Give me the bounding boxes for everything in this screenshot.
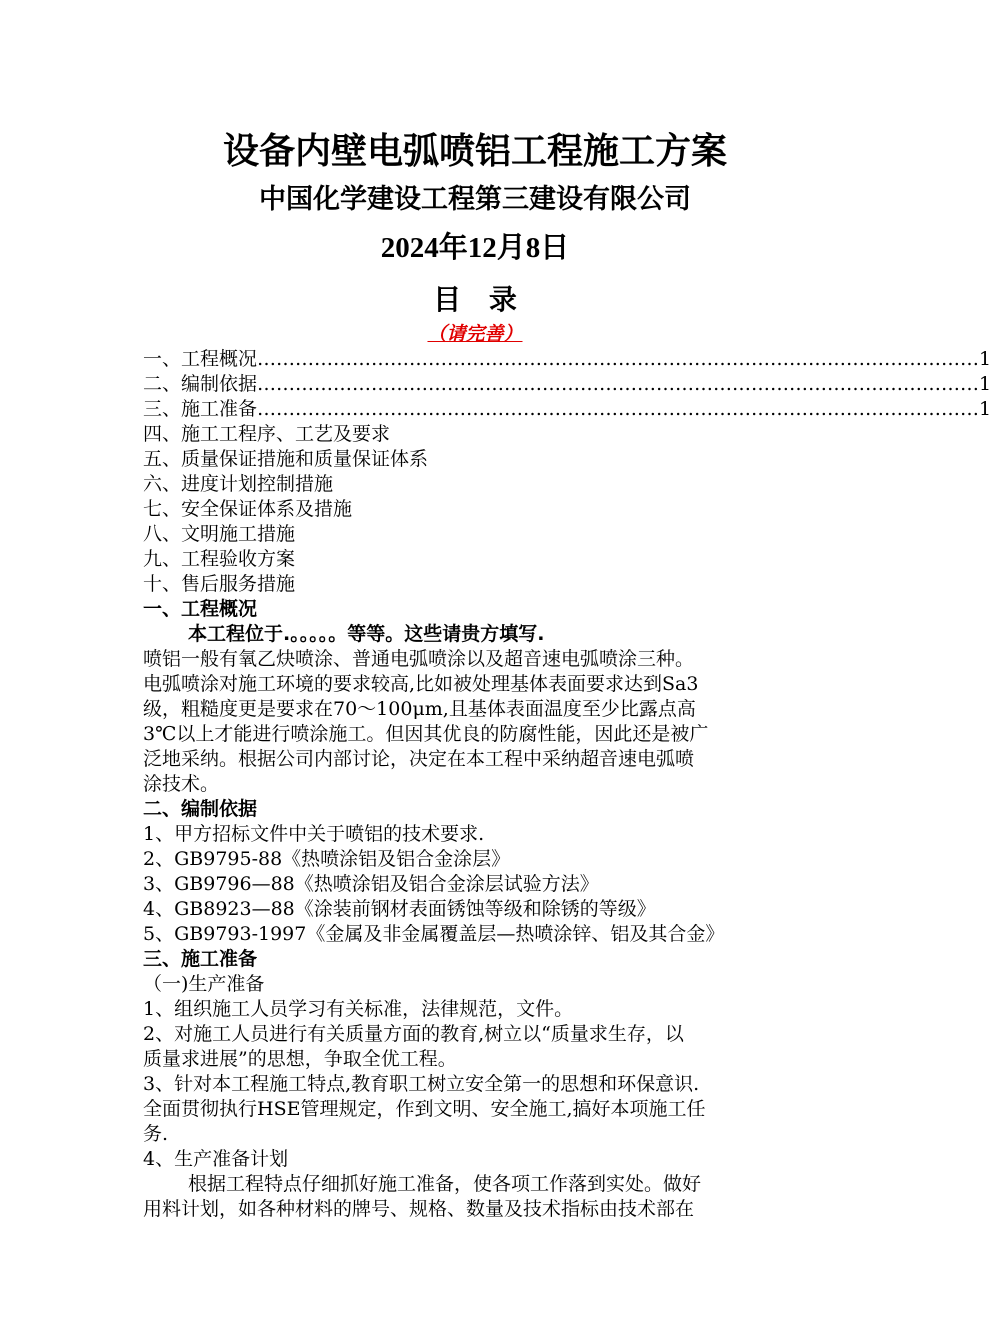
toc-leader: …………………………………………………………………………………………………… — [257, 348, 980, 370]
toc-item-page: 1 — [979, 348, 991, 370]
toc-item[interactable]: 四、施工工程序、工艺及要求 — [143, 423, 391, 445]
preparation-line: 质量求进展”的思想，争取全优工程。 — [143, 1048, 457, 1070]
paragraph-line: 电弧喷涂对施工环境的要求较高,比如被处理基体表面要求达到Sa3 — [143, 673, 699, 695]
basis-item: 5、GB9793-1997《金属及非金属覆盖层—热喷涂锌、铝及其合金》 — [143, 923, 725, 945]
toc-heading: 目 录 — [433, 283, 517, 316]
toc-item[interactable]: 八、文明施工措施 — [143, 523, 296, 545]
toc-item[interactable]: 六、进度计划控制措施 — [143, 473, 334, 495]
preparation-line: 务. — [143, 1123, 169, 1145]
subsection-heading-production: （一)生产准备 — [143, 973, 265, 995]
toc-item-label: 一、工程概况 — [143, 348, 258, 370]
section-heading-basis: 二、编制依据 — [143, 798, 258, 820]
section-heading-overview: 一、工程概况 — [143, 598, 258, 620]
toc-leader: …………………………………………………………………………………………………… — [257, 373, 980, 395]
document-date: 2024年12月8日 — [380, 232, 570, 264]
toc-item[interactable] — [143, 397, 991, 422]
toc-note-text: （请完善） — [427, 323, 523, 345]
toc-item[interactable]: 七、安全保证体系及措施 — [143, 498, 353, 520]
company-name: 中国化学建设工程第三建设有限公司 — [259, 184, 691, 215]
plan-line: 根据工程特点仔细抓好施工准备，使各项工作落到实处。做好 — [188, 1173, 702, 1195]
paragraph-line: 喷铝一般有氧乙炔喷涂、普通电弧喷涂以及超音速电弧喷涂三种。 — [143, 648, 695, 670]
toc-item-page: 1 — [979, 398, 991, 420]
preparation-line: 3、针对本工程施工特点,教育职工树立安全第一的思想和环保意识. — [143, 1073, 700, 1095]
basis-item: 1、甲方招标文件中关于喷铝的技术要求. — [143, 823, 485, 845]
preparation-line: 1、组织施工人员学习有关标准，法律规范，文件。 — [143, 998, 574, 1020]
paragraph-line: 级，粗糙度更是要求在70～100μm,且基体表面温度至少比露点高 — [143, 698, 696, 720]
toc-leader: …………………………………………………………………………………………………… — [257, 398, 980, 420]
toc-list — [143, 347, 991, 597]
toc-item[interactable] — [143, 372, 991, 397]
toc-item-label: 二、编制依据 — [143, 373, 258, 395]
document-body — [143, 347, 991, 1222]
basis-item: 4、GB8923—88《涂装前钢材表面锈蚀等级和除锈的等级》 — [143, 898, 656, 920]
plan-line: 用料计划，如各种材料的牌号、规格、数量及技术指标由技术部在 — [143, 1198, 695, 1220]
toc-note — [0, 320, 950, 348]
toc-item[interactable]: 十、售后服务措施 — [143, 573, 296, 595]
document-title: 设备内壁电弧喷铝工程施工方案 — [222, 131, 727, 172]
paragraph-line: 涂技术。 — [143, 773, 220, 795]
toc-item[interactable]: 五、质量保证措施和质量保证体系 — [143, 448, 429, 470]
project-location-placeholder: 本工程位于.。。。。。等等。这些请贵方填写. — [188, 623, 545, 645]
toc-item[interactable] — [143, 347, 991, 372]
paragraph-line: 3℃以上才能进行喷涂施工。但因其优良的防腐性能，因此还是被广 — [143, 723, 709, 745]
basis-item: 3、GB9796—88《热喷涂铝及铝合金涂层试验方法》 — [143, 873, 599, 895]
basis-item: 2、GB9795-88《热喷涂铝及铝合金涂层》 — [143, 848, 511, 870]
preparation-line: 2、对施工人员进行有关质量方面的教育,树立以“质量求生存，以 — [143, 1023, 684, 1045]
toc-item-page: 1 — [979, 373, 991, 395]
paragraph-line: 泛地采纳。根据公司内部讨论，决定在本工程中采纳超音速电弧喷 — [143, 748, 695, 770]
toc-item-label: 三、施工准备 — [143, 398, 258, 420]
toc-item[interactable]: 九、工程验收方案 — [143, 548, 296, 570]
overview-paragraph — [143, 647, 808, 797]
section-heading-preparation: 三、施工准备 — [143, 948, 258, 970]
preparation-line: 4、生产准备计划 — [143, 1148, 289, 1170]
preparation-line: 全面贯彻执行HSE管理规定，作到文明、安全施工,搞好本项施工任 — [143, 1098, 706, 1120]
